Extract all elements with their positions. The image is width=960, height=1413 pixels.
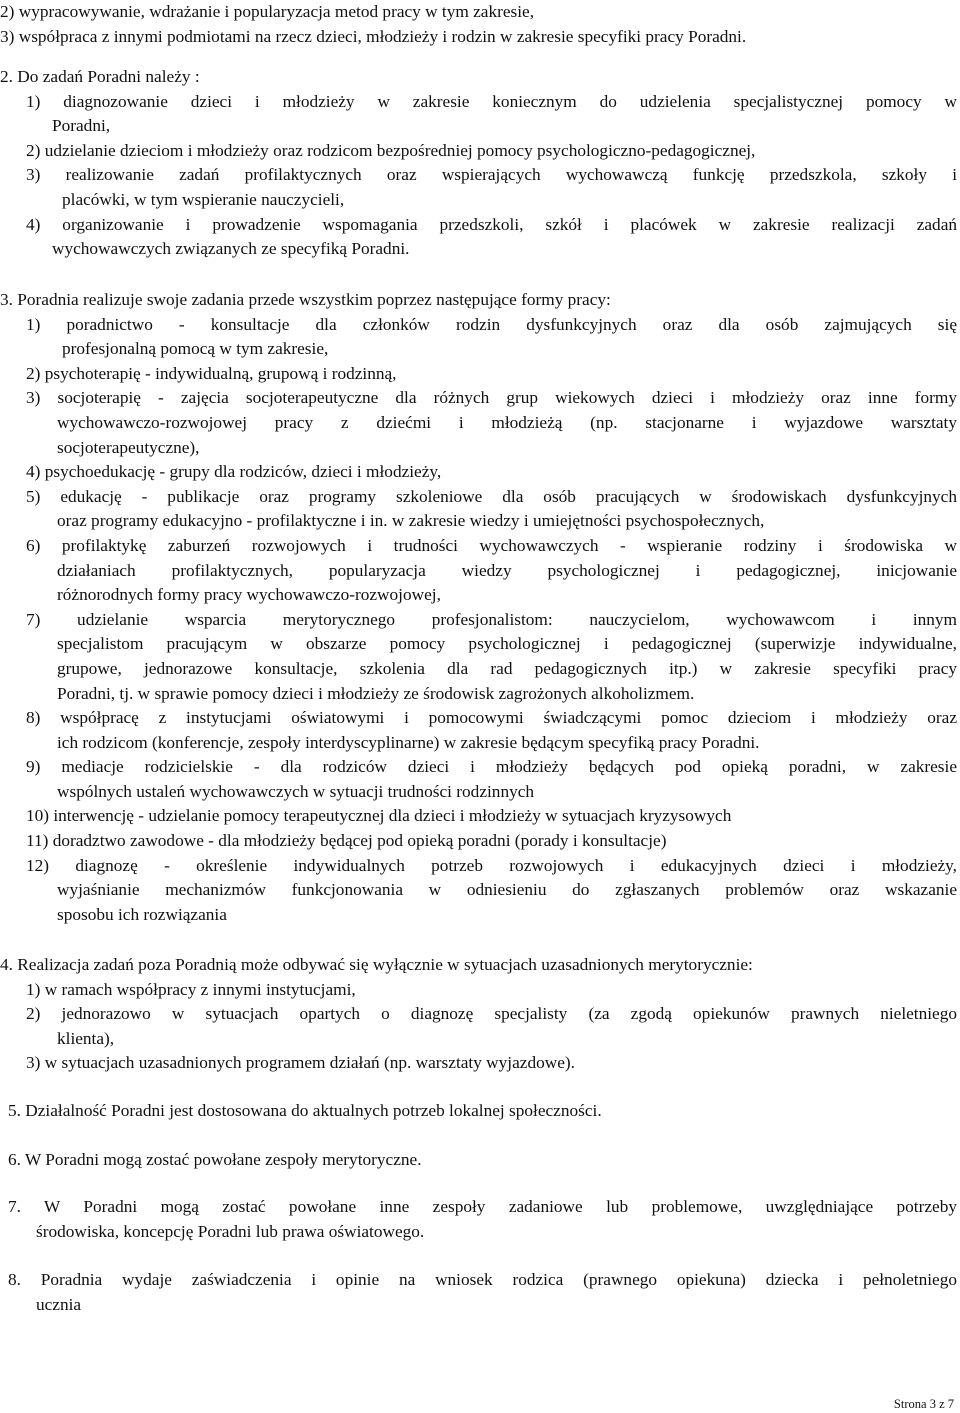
- list-item-continuation: profesjonalną pomocą w tym zakresie,: [62, 339, 329, 359]
- paragraph: 8. Poradnia wydaje zaświadczenia i opinie na wniosek rodzica (prawnego opiekuna) dziecka i pełnoletniego: [8, 1270, 957, 1289]
- list-item: 2) udzielanie dzieciom i młodzieży oraz rodzicom bezpośredniej pomocy psychologiczno-pedagogicznej,: [26, 140, 756, 160]
- list-item-continuation: ich rodzicom (konferencje, zespoły interdyscyplinarne) w zakresie będącym specyfiką pracy Poradni.: [57, 732, 760, 752]
- list-item: 7) udzielanie wsparcia merytorycznego profesjonalistom: nauczycielom, wychowawcom i innym: [26, 609, 957, 629]
- list-item-continuation: oraz programy edukacyjno - profilaktyczne i in. w zakresie wiedzy i umiejętności psychospołecznych,: [57, 511, 765, 531]
- section-heading: 4. Realizacja zadań poza Poradnią może odbywać się wyłącznie w sytuacjach uzasadnionych merytorycznie:: [0, 955, 753, 974]
- list-item: 8) współpracę z instytucjami oświatowymi i pomocowymi świadczącymi pomoc dzieciom i młodzieży oraz: [26, 708, 957, 728]
- of-word: z: [939, 1397, 945, 1411]
- list-item: 1) diagnozowanie dzieci i młodzieży w zakresie koniecznym do udzielenia specjalistycznej pomocy w: [26, 91, 957, 111]
- list-item: 2) wypracowywanie, wdrażanie i popularyzacja metod pracy w tym zakresie,: [0, 2, 535, 21]
- list-item-continuation: placówki, w tym wspieranie nauczycieli,: [62, 189, 345, 209]
- list-item-continuation: Poradni, tj. w sprawie pomocy dzieci i młodzieży ze środowisk zagrożonych alkoholizmem.: [57, 683, 695, 703]
- list-item: 2) psychoterapię - indywidualną, grupową i rodzinną,: [26, 363, 397, 383]
- list-item: 6) profilaktykę zaburzeń rozwojowych i trudności wychowawczych - wspieranie rodziny i środowiska w: [26, 535, 957, 555]
- section-7: [0, 1195, 957, 1244]
- section-3: [0, 288, 957, 927]
- list-item-continuation: socjoterapeutyczne),: [57, 437, 200, 457]
- list-item-continuation: sposobu ich rozwiązania: [57, 904, 227, 924]
- list-item: 3) współpraca z innymi podmiotami na rzecz dzieci, młodzieży i rodzin w zakresie specyfiki pracy Poradni.: [0, 26, 747, 46]
- list-item: 1) w ramach współpracy z innymi instytucjami,: [26, 979, 356, 999]
- list-item: 3) realizowanie zadań profilaktycznych oraz wspierających wychowawczą funkcję przedszkola, szkoły i: [26, 165, 957, 185]
- list-item: 11) doradztwo zawodowe - dla młodzieży będącej pod opieką poradni (porady i konsultacje): [26, 831, 667, 851]
- continued-list: [0, 0, 957, 49]
- list-item: 12) diagnozę - określenie indywidualnych potrzeb rozwojowych i edukacyjnych dzieci i młodzieży,: [26, 855, 957, 875]
- paragraph: 7. W Poradni mogą zostać powołane inne zespoły zadaniowe lub problemowe, uwzględniające potrzeby: [8, 1197, 957, 1216]
- current-page: 3: [929, 1397, 936, 1411]
- list-item: 3) socjoterapię - zajęcia socjoterapeutyczne dla różnych grup wiekowych dzieci i młodzieży oraz inne formy: [26, 388, 957, 408]
- section-5: [0, 1099, 957, 1124]
- list-item-continuation: grupowe, jednorazowe konsultacje, szkolenia dla rad pedagogicznych itp.) w zakresie specyfiki pracy: [57, 658, 957, 678]
- list-item: 4) psychoedukację - grupy dla rodziców, dzieci i młodzieży,: [26, 462, 442, 482]
- list-item: 2) jednorazowo w sytuacjach opartych o diagnozę specjalisty (za zgodą opiekunów prawnych nieletniego: [26, 1004, 957, 1024]
- paragraph-continuation: ucznia: [36, 1294, 82, 1314]
- list-item-continuation: Poradni,: [52, 116, 111, 136]
- paragraph: 5. Działalność Poradni jest dostosowana do aktualnych potrzeb lokalnej społeczności.: [8, 1101, 602, 1120]
- list-item: 1) poradnictwo - konsultacje dla członków rodzin dysfunkcyjnych oraz dla osób zajmujących się: [26, 314, 957, 334]
- list-item-continuation: wspólnych ustaleń wychowawczych w sytuacji trudności rodzinnych: [57, 781, 535, 801]
- list-item-continuation: działaniach profilaktycznych, popularyzacja wiedzy psychologicznej i pedagogicznej, inicjowanie: [57, 560, 957, 580]
- list-item-continuation: wychowawczych związanych ze specyfiką Poradni.: [52, 239, 410, 259]
- section-heading: 3. Poradnia realizuje swoje zadania przede wszystkim poprzez następujące formy pracy:: [0, 290, 611, 309]
- section-6: [0, 1148, 957, 1173]
- section-2: [0, 65, 957, 262]
- section-heading: 2. Do zadań Poradni należy :: [0, 67, 200, 86]
- page-number: [894, 1396, 954, 1412]
- list-item-continuation: specjalistom pracującym w obszarze pomocy psychologicznej i pedagogicznej (superwizje indywidualne,: [57, 634, 957, 654]
- section-4: [0, 953, 957, 1076]
- list-item: 3) w sytuacjach uzasadnionych programem działań (np. warsztaty wyjazdowe).: [26, 1053, 575, 1073]
- list-item: 5) edukację - publikacje oraz programy szkoleniowe dla osób pracujących w środowiskach dysfunkcyjnych: [26, 486, 957, 506]
- list-item: 9) mediacje rodzicielskie - dla rodziców dzieci i młodzieży będących pod opieką poradni, w zakresie: [26, 757, 957, 777]
- paragraph-continuation: środowiska, koncepcję Poradni lub prawa oświatowego.: [36, 1221, 425, 1241]
- page-word: Strona: [893, 1397, 927, 1411]
- section-8: [0, 1268, 957, 1317]
- list-item-continuation: wychowawczo-rozwojowej pracy z dziećmi i młodzieżą (np. stacjonarne i wyjazdowe warsztaty: [57, 412, 957, 432]
- total-pages: 7: [947, 1397, 954, 1411]
- list-item-continuation: różnorodnych formy pracy wychowawczo-rozwojowej,: [57, 585, 441, 605]
- list-item: 4) organizowanie i prowadzenie wspomagania przedszkoli, szkół i placówek w zakresie realizacji zadań: [26, 214, 957, 234]
- list-item-continuation: wyjaśnianie mechanizmów funkcjonowania w odniesieniu do zgłaszanych problemów oraz wskazanie: [57, 880, 957, 900]
- list-item: 10) interwencję - udzielanie pomocy terapeutycznej dla dzieci i młodzieży w sytuacjach kryzysowych: [26, 806, 732, 826]
- paragraph: 6. W Poradni mogą zostać powołane zespoły merytoryczne.: [8, 1150, 422, 1169]
- list-item-continuation: klienta),: [57, 1028, 115, 1048]
